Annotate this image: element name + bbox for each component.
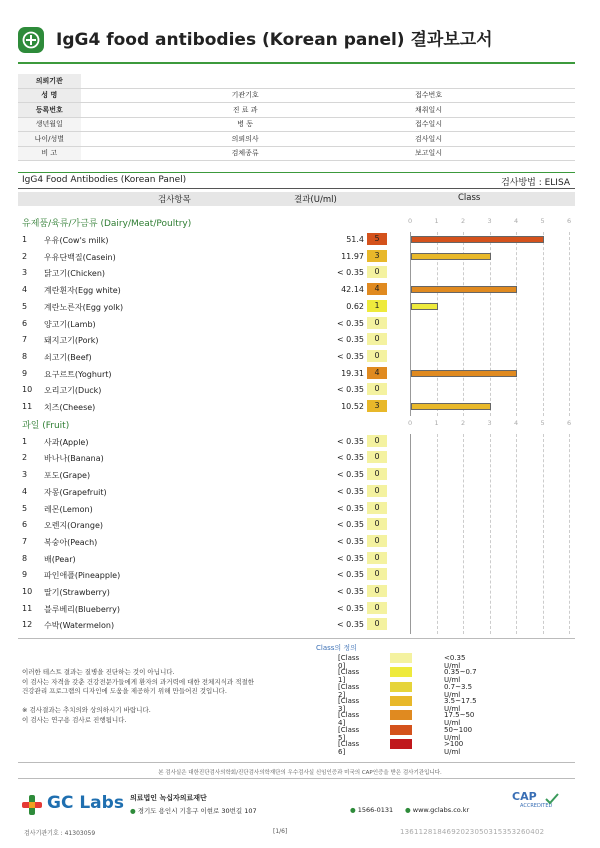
item-result: < 0.35 — [336, 470, 364, 480]
item-name: 오리고기(Duck) — [44, 386, 102, 396]
item-result: < 0.35 — [336, 453, 364, 463]
result-row — [18, 249, 410, 266]
info-row — [18, 74, 575, 88]
item-name: 포도(Grape) — [44, 471, 91, 481]
institution-code: 검사기관기호 : 41303059 — [24, 830, 96, 837]
category-title: 과일 (Fruit) — [22, 420, 70, 431]
info-value — [278, 74, 395, 88]
item-result: < 0.35 — [336, 503, 364, 513]
col-result: 결과(U/ml) — [294, 195, 337, 205]
page-title: IgG4 food antibodies (Korean panel) 결과보고서 — [56, 30, 493, 50]
item-result: < 0.35 — [336, 268, 364, 278]
item-number: 12 — [22, 620, 33, 630]
report-logo-icon — [18, 27, 44, 53]
chart-gridline — [463, 434, 464, 634]
info-label: 성 명 — [18, 88, 81, 103]
class-badge: 0 — [367, 333, 387, 345]
notice-text — [22, 668, 254, 725]
class-badge: 3 — [367, 400, 387, 412]
category-title: 유제품/육류/가금류 (Dairy/Meat/Poultry) — [22, 219, 192, 229]
item-result: < 0.35 — [336, 318, 364, 328]
cap-accredited: ACCREDITED — [520, 803, 553, 809]
item-name: 돼지고기(Pork) — [44, 336, 99, 346]
info-label: 채취일시 — [395, 103, 461, 118]
class-bar — [411, 370, 517, 377]
result-row — [18, 332, 410, 349]
item-result: < 0.35 — [336, 486, 364, 496]
info-label: 접수번호 — [395, 88, 461, 103]
section-underline — [18, 188, 575, 189]
class-badge: 0 — [367, 350, 387, 362]
item-result: < 0.35 — [336, 385, 364, 395]
patient-info-table — [18, 74, 575, 161]
website[interactable]: ● www.gclabs.co.kr — [405, 806, 470, 814]
result-row — [18, 584, 410, 601]
result-row — [18, 282, 410, 299]
info-value — [81, 132, 212, 147]
legend-range: 3.5~17.5 U/ml — [444, 696, 477, 713]
class-badge: 0 — [367, 518, 387, 530]
item-number: 11 — [22, 603, 33, 613]
result-row — [18, 567, 410, 584]
chart-gridline — [569, 434, 570, 634]
result-row — [18, 484, 410, 501]
barcode-number: 1361128184692023050315353260402 — [400, 828, 545, 836]
scale-tick-label: 2 — [461, 418, 466, 427]
legend-swatch — [390, 710, 412, 720]
info-value — [278, 88, 395, 103]
info-label: 의뢰의사 — [212, 132, 278, 147]
item-number: 3 — [22, 470, 28, 480]
info-row — [18, 132, 575, 147]
class-badge: 0 — [367, 485, 387, 497]
legend-class: [Class 0] — [338, 654, 360, 670]
item-name: 파인애플(Pineapple) — [44, 571, 121, 581]
item-number: 9 — [22, 570, 28, 580]
item-number: 2 — [22, 251, 28, 261]
item-name: 계란노른자(Egg yolk) — [44, 302, 124, 312]
item-number: 6 — [22, 318, 28, 328]
class-badge: 4 — [367, 367, 387, 379]
result-row — [18, 501, 410, 518]
col-class: Class — [458, 193, 481, 203]
info-value — [462, 132, 575, 147]
item-name: 치즈(Cheese) — [44, 403, 96, 412]
legend-swatch — [390, 739, 412, 749]
item-number: 6 — [22, 520, 28, 530]
item-name: 바나나(Banana) — [44, 454, 104, 464]
item-name: 쇠고기(Beef) — [44, 352, 92, 362]
legend-title: Class의 정의 — [316, 644, 357, 652]
result-row — [18, 366, 410, 383]
item-name: 수박(Watermelon) — [44, 621, 115, 631]
gc-labs-logo: GC Labs — [47, 793, 124, 813]
gc-cross-icon — [22, 795, 42, 815]
legend-swatch — [390, 682, 412, 692]
class-badge: 4 — [367, 283, 387, 295]
item-result: < 0.35 — [336, 620, 364, 630]
class-badge: 5 — [367, 233, 387, 245]
class-badge: 0 — [367, 468, 387, 480]
item-result: 0.62 — [346, 301, 364, 311]
info-value — [278, 117, 395, 132]
phone: ● 1566-0131 — [350, 806, 394, 814]
title-divider — [18, 62, 575, 64]
info-label: 접수일시 — [395, 117, 461, 132]
info-row — [18, 117, 575, 132]
info-label: 비 고 — [18, 146, 81, 161]
legend-class: [Class 1] — [338, 668, 360, 685]
bottom-divider — [18, 638, 575, 639]
info-label: 진 료 과 — [212, 103, 278, 118]
scale-tick-label: 3 — [487, 217, 492, 225]
item-result: < 0.35 — [336, 351, 364, 361]
info-label: 등록번호 — [18, 103, 81, 118]
notice-line: 이러한 테스트 결과는 질병을 진단하는 것이 아닙니다. — [22, 668, 175, 676]
item-name: 계란흰자(Egg white) — [44, 286, 121, 296]
scale-tick-label: 5 — [540, 217, 545, 225]
item-number: 7 — [22, 536, 28, 546]
scale-tick-label: 2 — [461, 217, 466, 225]
chart-gridline — [543, 434, 544, 634]
item-name: 레몬(Lemon) — [44, 504, 93, 514]
info-value — [278, 146, 395, 161]
legend-class: [Class 4] — [338, 711, 360, 728]
class-badge: 0 — [367, 317, 387, 329]
item-result: < 0.35 — [336, 520, 364, 530]
address: ● 경기도 용인시 기흥구 이현로 30번길 107 — [130, 807, 257, 815]
footer-divider — [18, 762, 575, 763]
item-result: 10.52 — [341, 402, 364, 411]
cap-logo: CAP — [512, 790, 537, 803]
legend-range: 17.5~50 U/ml — [444, 711, 475, 728]
result-row — [18, 601, 410, 618]
info-label: 의뢰기관 — [18, 74, 81, 88]
scale-tick-label: 1 — [434, 217, 439, 225]
info-value — [212, 74, 278, 88]
check-icon — [545, 790, 559, 809]
result-row — [18, 450, 410, 467]
item-number: 5 — [22, 503, 28, 513]
item-name: 우유단백질(Casein) — [44, 252, 116, 262]
item-number: 4 — [22, 486, 28, 496]
info-row — [18, 146, 575, 161]
chart-gridline — [516, 232, 517, 416]
info-value — [462, 88, 575, 103]
item-name: 요구르트(Yoghurt) — [44, 369, 112, 379]
notice-line — [22, 697, 254, 707]
legend-swatch — [390, 667, 412, 677]
page-number: [1/6] — [273, 828, 288, 835]
item-number: 1 — [22, 436, 28, 446]
info-value — [462, 103, 575, 118]
scale-tick-label: 4 — [514, 418, 519, 427]
notice-line: 이 검사는 자격을 갖춘 건강전문가들에게 환자의 과거력에 대한 전체지식과 적절한 — [22, 677, 255, 686]
legend-range: 50~100 U/ml — [444, 725, 473, 742]
result-row — [18, 232, 410, 249]
notice-line: 이 검사는 연구용 검사로 진행됩니다. — [22, 715, 127, 724]
col-item: 검사항목 — [158, 195, 191, 205]
result-row — [18, 349, 410, 366]
footer-divider-2 — [18, 778, 575, 779]
legend-range: 0.35~0.7 U/ml — [444, 668, 477, 685]
class-badge: 0 — [367, 266, 387, 278]
chart-gridline — [437, 434, 438, 634]
item-number: 8 — [22, 553, 28, 563]
item-result: 11.97 — [341, 251, 364, 261]
item-name: 블루베리(Blueberry) — [44, 604, 121, 614]
item-result: 42.14 — [341, 285, 364, 295]
item-number: 2 — [22, 453, 28, 463]
info-value — [278, 103, 395, 118]
info-label: 검사일시 — [395, 132, 461, 147]
scale-tick-label: 1 — [434, 418, 439, 427]
result-row — [18, 434, 410, 451]
item-number: 10 — [22, 587, 33, 596]
legend-swatch — [390, 653, 412, 663]
item-result: < 0.35 — [336, 553, 364, 563]
class-badge: 0 — [367, 451, 387, 463]
info-label: 나이/성별 — [18, 132, 81, 147]
class-bar — [411, 286, 517, 293]
item-name: 닭고기(Chicken) — [44, 269, 106, 279]
chart-gridline — [569, 232, 570, 416]
item-number: 5 — [22, 301, 28, 311]
item-name: 양고기(Lamb) — [44, 319, 96, 329]
scale-tick-label: 6 — [567, 418, 572, 427]
item-result: < 0.35 — [336, 536, 364, 546]
item-name: 사과(Apple) — [44, 437, 89, 447]
result-row — [18, 534, 410, 551]
chart-gridline — [516, 434, 517, 634]
legend-swatch — [390, 696, 412, 706]
info-value — [81, 146, 212, 161]
item-number: 7 — [22, 335, 28, 345]
class-badge: 0 — [367, 568, 387, 580]
item-result: < 0.35 — [336, 436, 364, 446]
legend-class: [Class 3] — [338, 696, 360, 713]
result-row — [18, 316, 410, 333]
item-result: < 0.35 — [336, 570, 364, 580]
certification-note: 본 검사실은 대한진단검사의학회/진단검사의학재단의 우수검사실 신임인증과 미국의 CAP인증을 받은 검사기관입니다. — [158, 770, 442, 776]
class-badge: 0 — [367, 585, 387, 597]
notice-line: 건강관리 프로그램의 디자인에 도움을 제공하기 위해 만들어진 것입니다. — [22, 687, 227, 695]
column-header — [18, 192, 575, 206]
globe-icon: ● — [405, 806, 411, 814]
phone-icon: ● — [350, 806, 356, 814]
scale-tick-label: 4 — [514, 217, 519, 225]
class-badge: 0 — [367, 535, 387, 547]
legend-class: [Class 5] — [338, 725, 360, 742]
item-result: < 0.35 — [336, 603, 364, 613]
scale-tick-label: 0 — [408, 217, 413, 225]
item-number: 4 — [22, 285, 28, 295]
info-value — [278, 132, 395, 147]
chart-gridline — [543, 232, 544, 416]
info-value — [81, 117, 212, 132]
legend-range: <0.35 U/ml — [444, 654, 466, 670]
item-name: 오렌지(Orange) — [44, 521, 103, 531]
item-result: < 0.35 — [336, 587, 364, 596]
info-label: 기관기호 — [212, 88, 278, 103]
test-method: 검사방법 : ELISA — [501, 178, 570, 188]
class-badge: 1 — [367, 300, 387, 312]
result-row — [18, 517, 410, 534]
legend-range: >100 U/ml — [444, 739, 464, 756]
info-row — [18, 88, 575, 103]
info-value — [81, 74, 212, 88]
info-value — [462, 117, 575, 132]
result-row — [18, 382, 410, 399]
info-row — [18, 103, 575, 118]
item-name: 배(Pear) — [44, 554, 76, 564]
class-bar — [411, 303, 438, 310]
class-bar — [411, 236, 544, 243]
info-value — [395, 74, 461, 88]
result-row — [18, 617, 410, 634]
scale-tick-label: 0 — [408, 418, 413, 427]
class-badge: 0 — [367, 502, 387, 514]
result-row — [18, 467, 410, 484]
item-result: 19.31 — [341, 368, 364, 378]
scale-tick-label: 5 — [540, 418, 545, 427]
chart-gridline — [410, 434, 411, 634]
section-divider — [18, 172, 575, 173]
item-name: 복숭아(Peach) — [44, 537, 98, 547]
legend-range: 0.7~3.5 U/ml — [444, 682, 473, 699]
legend-swatch — [390, 725, 412, 735]
info-value — [81, 103, 212, 118]
info-label: 검체종류 — [212, 146, 278, 161]
scale-tick-label: 6 — [567, 217, 572, 225]
item-number: 8 — [22, 351, 28, 361]
item-number: 11 — [22, 402, 33, 411]
scale-tick-label: 3 — [487, 418, 492, 427]
class-badge: 0 — [367, 618, 387, 630]
result-row — [18, 299, 410, 316]
info-label: 병 동 — [212, 117, 278, 132]
result-row — [18, 399, 410, 416]
info-label: 생년월일 — [18, 117, 81, 132]
class-badge: 0 — [367, 435, 387, 447]
info-label: 보고일시 — [395, 146, 461, 161]
result-row — [18, 551, 410, 568]
class-badge: 3 — [367, 250, 387, 262]
item-number: 9 — [22, 368, 28, 378]
organization-name: 의료법인 녹십자의료재단 — [130, 794, 207, 802]
result-row — [18, 265, 410, 282]
item-name: 우유(Cow's milk) — [44, 236, 109, 245]
item-number: 10 — [22, 385, 33, 395]
class-badge: 0 — [367, 552, 387, 564]
info-value — [81, 88, 212, 103]
item-result: 51.4 — [346, 235, 364, 244]
chart-gridline — [490, 434, 491, 634]
class-badge: 0 — [367, 383, 387, 395]
section-title: IgG4 Food Antibodies (Korean Panel) — [22, 175, 187, 185]
class-bar — [411, 253, 491, 260]
legend-class: [Class 6] — [338, 739, 360, 756]
location-pin-icon: ● — [130, 807, 136, 815]
info-value — [462, 74, 575, 88]
item-number: 3 — [22, 268, 28, 278]
class-bar — [411, 403, 491, 410]
info-value — [462, 146, 575, 161]
item-name: 딸기(Strawberry) — [44, 588, 110, 597]
item-result: < 0.35 — [336, 335, 364, 345]
class-badge: 0 — [367, 602, 387, 614]
notice-line: ※ 검사결과는 추치의와 상의하시기 바랍니다. — [22, 706, 151, 714]
item-name: 자몽(Grapefruit) — [44, 487, 107, 497]
item-number: 1 — [22, 235, 28, 244]
legend-class: [Class 2] — [338, 682, 360, 699]
